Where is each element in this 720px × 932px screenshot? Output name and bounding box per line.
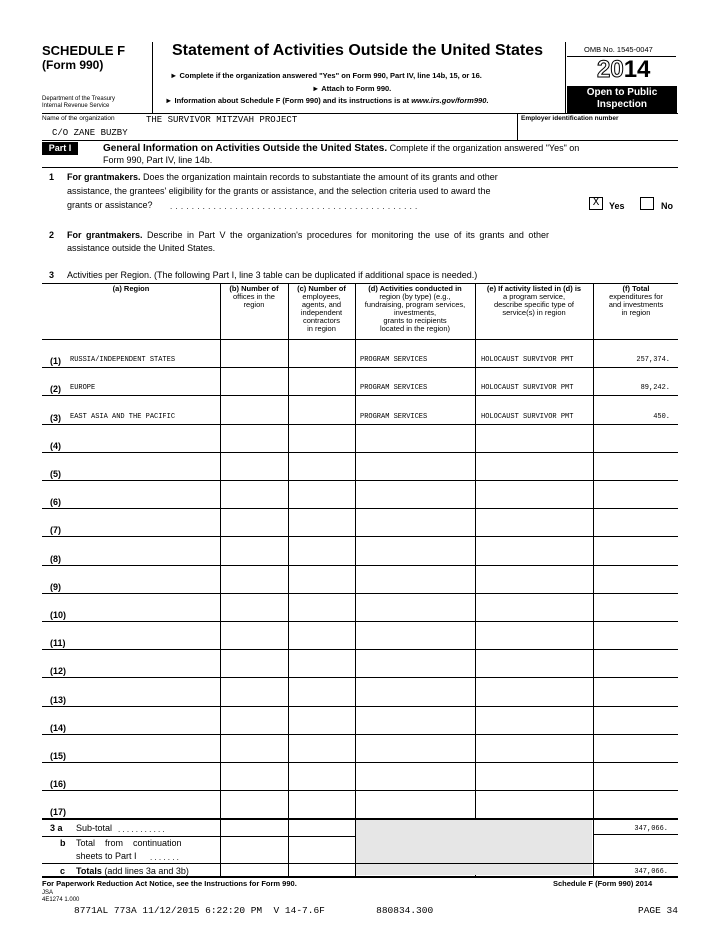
yes-label: Yes (609, 201, 625, 211)
q3-number: 3 (49, 270, 55, 280)
row-number: (5) (50, 469, 61, 479)
row-divider (42, 677, 678, 678)
q2-line2: assistance outside the United States. (67, 243, 216, 253)
q1-line3: grants or assistance? (67, 200, 153, 210)
omb-number: OMB No. 1545-0047 (584, 45, 653, 54)
row-divider (42, 536, 678, 537)
q1-number: 1 (49, 172, 55, 182)
totals-number: c (60, 866, 66, 876)
row-divider (42, 508, 678, 509)
part-title: General Information on Activities Outside the United States. Complete if the organization answered "Yes" on (103, 143, 580, 154)
table-column-divider (355, 283, 356, 876)
row-number: (4) (50, 440, 61, 451)
no-label: No (661, 201, 673, 211)
row-divider (42, 734, 678, 735)
expenditure-cell: 450. (653, 412, 670, 421)
part-badge: Part I (42, 142, 78, 155)
totals-label: Totals (add lines 3a and 3b) (76, 866, 189, 876)
row-number: (2) (50, 384, 61, 395)
row-number: (1) (50, 356, 61, 367)
activity-cell: PROGRAM SERVICES (360, 412, 428, 421)
col-header-region: (a) Region (112, 284, 150, 293)
schedule-title: SCHEDULE F (42, 43, 126, 58)
continuation-label-2: sheets to Part I (76, 851, 137, 861)
org-name-label: Name of the organization (42, 115, 115, 122)
col-header-expenditures: (f) Total expenditures for and investments in region (608, 284, 664, 317)
row-number: (8) (50, 553, 61, 564)
service-type-cell: HOLOCAUST SURVIVOR PMT (481, 412, 574, 421)
subtotal-label: Sub-total (76, 823, 113, 833)
activity-cell: PROGRAM SERVICES (360, 356, 428, 365)
row-number: (6) (50, 497, 61, 508)
row-divider (42, 706, 678, 707)
part-title-line2: Form 990, Part IV, line 14b. (103, 155, 213, 165)
row-number: (15) (50, 751, 67, 761)
row-number: (9) (50, 581, 61, 592)
footer-jsa: JSA (42, 890, 54, 896)
subtotal-number: 3 a (50, 823, 63, 833)
row-divider (42, 480, 678, 481)
q1-line1: For grantmakers. Does the organization maintain records to substantiate the amount of its grants and other (67, 172, 498, 182)
service-type-cell: HOLOCAUST SURVIVOR PMT (481, 356, 574, 365)
subtotal-dots: . . . . . . . . . . . (118, 825, 165, 834)
org-name: THE SURVIVOR MITZVAH PROJECT (146, 115, 298, 125)
row-divider (42, 395, 678, 396)
table-column-divider (220, 283, 221, 876)
row-divider (42, 762, 678, 763)
q2-number: 2 (49, 230, 55, 240)
row-number: (3) (50, 412, 61, 423)
row-divider (42, 621, 678, 622)
q1-line2: assistance, the grantees' eligibility for the grants or assistance, and the selection criteria used to award the (67, 186, 491, 196)
subtotal-amount: 347,066. (634, 825, 668, 833)
ein-label: Employer identification number (521, 115, 619, 122)
row-divider (42, 452, 678, 453)
row-number: (12) (50, 666, 67, 677)
q3-text: Activities per Region. (The following Part I, line 3 table can be duplicated if additional space is needed.) (67, 270, 478, 280)
row-divider (42, 565, 678, 566)
region-cell: RUSSIA/INDEPENDENT STATES (70, 356, 176, 365)
instruction-complete: ► Complete if the organization answered "Yes" on Form 990, Part IV, line 14b, 15, or 16. (170, 71, 482, 80)
continuation-number: b (60, 838, 66, 848)
table-column-divider (593, 283, 594, 876)
q1-leader-dots: . . . . . . . . . . . . . . . . . . . . . . . . . . . . . . . . . . . . . . . . . . . . . . (170, 202, 418, 211)
footer-page-number: PAGE 34 (638, 905, 678, 916)
col-header-activities: (d) Activities conducted in region (by type) (e.g., fundraising, program services, investments, grants to recipients located in the region) (364, 284, 466, 333)
row-divider (42, 424, 678, 425)
footer-code: 4E1274 1.000 (42, 897, 80, 903)
expenditure-cell: 257,374. (636, 356, 670, 365)
tax-year: 2014 (597, 56, 651, 83)
q2-line1: For grantmakers. Describe in Part V the organization's procedures for monitoring the use of its grants and other (67, 230, 549, 240)
col-header-offices: (b) Number of offices in the region (229, 284, 279, 309)
footer-schedule-id: Schedule F (Form 990) 2014 (553, 879, 653, 888)
dept-treasury: Department of the Treasury (42, 96, 116, 102)
row-number: (11) (50, 638, 66, 649)
row-divider (42, 649, 678, 650)
totals-amount: 347,066. (634, 868, 668, 876)
continuation-dots: . . . . . . . (150, 853, 179, 862)
irs-url[interactable]: www.irs.gov/form990 (411, 96, 487, 105)
table-column-divider (475, 283, 476, 876)
row-number: (14) (50, 722, 67, 733)
no-checkbox[interactable] (640, 197, 654, 210)
col-header-employees: (c) Number of employees, agents, and independent contractors in region (297, 284, 346, 333)
expenditure-cell: 89,242. (640, 384, 670, 393)
org-name-careof: C/O ZANE BUZBY (52, 128, 128, 138)
row-divider (42, 593, 678, 594)
service-type-cell: HOLOCAUST SURVIVOR PMT (481, 384, 574, 393)
irs-label: Internal Revenue Service (42, 103, 110, 109)
footer-paperwork-notice: For Paperwork Reduction Act Notice, see the Instructions for Form 990. (42, 879, 297, 888)
activity-cell: PROGRAM SERVICES (360, 384, 428, 393)
region-cell: EAST ASIA AND THE PACIFIC (70, 412, 176, 421)
instruction-info: ► Information about Schedule F (Form 990) and its instructions is at www.irs.gov/form990. (165, 96, 489, 105)
row-number: (16) (50, 779, 67, 790)
row-number: (10) (50, 610, 67, 620)
form-title: Statement of Activities Outside the United States (172, 42, 544, 59)
instruction-attach: ► Attach to Form 990. (312, 84, 392, 93)
footer-print-line: 8771AL 773A 11/12/2015 6:22:20 PM V 14-7.6F 880834.300 (74, 905, 434, 916)
col-header-service-type: (e) If activity listed in (d) is a program service, describe specific type of service(s) in region (486, 284, 582, 317)
yes-checkbox[interactable]: X (589, 197, 603, 210)
continuation-label: Total from continuation (76, 838, 182, 848)
row-divider (42, 790, 678, 791)
open-to-public-badge: Open to Public Inspection (567, 86, 677, 113)
row-number: (17) (50, 807, 67, 818)
form-number: (Form 990) (42, 58, 104, 72)
row-number: (7) (50, 525, 61, 536)
table-column-divider (288, 283, 289, 876)
row-number: (13) (50, 694, 67, 705)
region-cell: EUROPE (70, 384, 96, 393)
row-divider (42, 367, 678, 368)
